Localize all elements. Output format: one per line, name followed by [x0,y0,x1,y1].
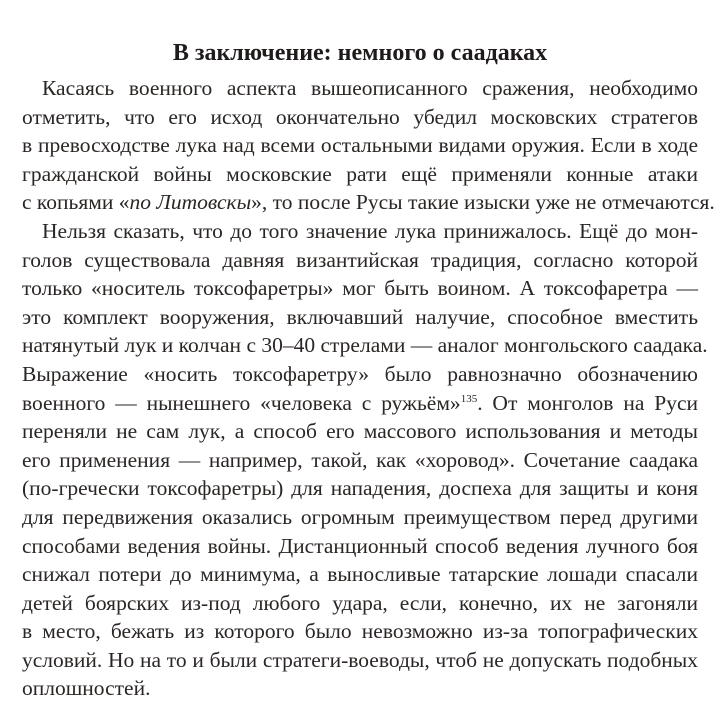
text-segment: его применения — например, такой, как «хоровод». Сочетание саадака [22,447,698,472]
text-line [22,74,698,103]
text-line [22,617,698,646]
text-line [22,131,698,160]
text-segment: снижал потери до минимума, а выносливые татарские лошади спасали [22,562,698,587]
text-segment: Нельзя сказать, что до того значение лука принижалось. Ещё до мон- [42,218,698,243]
text-line [22,674,698,703]
text-line [22,417,698,446]
text-line [22,360,698,389]
text-segment: военного — нынешнего «человека с ружьём» [22,390,461,415]
text-segment: голов существовала давняя византийская традиция, согласно которой [22,247,698,272]
text-line [22,560,698,589]
text-line [22,103,698,132]
text-line [22,589,698,618]
body-text [22,74,715,703]
section-title: В заключение: немного о саадаках [172,40,548,66]
text-line [22,389,698,418]
text-line [22,474,698,503]
text-segment: Выражение «носить токсофаретру» было равнозначно обозначению [22,361,698,386]
text-segment: натянутый лук и колчан с 30–40 стрелами — аналог монгольского саадака. [22,333,708,358]
text-segment: », то после Русы такие изыски уже не отмечаются. [251,190,715,215]
text-segment: переняли не сам лук, а способ его массового использования и методы [22,419,698,444]
text-segment: гражданской войны московские рати ещё применяли конные атаки [22,161,698,186]
text-line [22,303,698,332]
text-segment: с копьями « [22,190,130,215]
text-line [22,274,698,303]
text-segment: . От монголов на Руси [477,390,699,415]
text-line [22,532,698,561]
text-line [22,331,708,360]
text-line [22,246,698,275]
text-segment: оплошностей. [22,676,151,701]
text-segment: для передвижения оказались огромным преимуществом перед другими [22,504,698,529]
paragraph [22,217,708,703]
text-line [22,446,698,475]
text-segment: в превосходстве лука над всеми остальными видами оружия. Если в ходе [22,133,698,158]
text-segment: только «носитель токсофаретры» мог быть воином. А токсофаретра — [22,276,698,301]
text-segment: способами ведения войны. Дистанционный способ ведения лучного боя [22,533,698,558]
text-segment: отметить, что его исход окончательно убедил московских стратегов [22,104,698,129]
text-segment: это комплект вооружения, включавший налучие, способное вместить [22,304,698,329]
text-segment: Касаясь военного аспекта вышеописанного сражения, необходимо [42,76,698,100]
text-segment: (по-гречески токсофаретры) для нападения, доспеха для защиты и коня [22,476,698,501]
text-line [22,217,698,246]
text-segment: в место, бежать из которого было невозможно из-за топографических [22,619,698,644]
text-segment: условий. Но на то и были стратеги-воеводы, чтоб не допускать подобных [22,647,698,672]
text-line [22,188,715,217]
paragraph [22,74,715,217]
footnote-ref: 135 [460,392,478,405]
text-segment: детей боярских из-под любого удара, если, конечно, их не загоняли [22,590,698,615]
text-line [22,646,698,675]
text-line [22,160,698,189]
text-line [22,503,698,532]
text-segment: по Литовскы [129,190,252,215]
